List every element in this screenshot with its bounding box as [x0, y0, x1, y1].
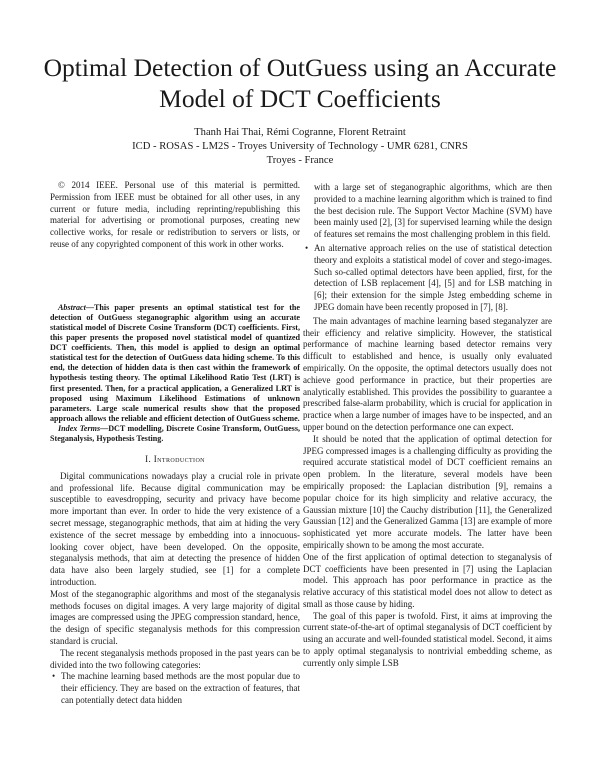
- intro-paragraph-1: Digital communications nowadays play a crucial role in private and professional life. Because digital communication may be susceptible to eavesdropping, security and privacy have become more important than ever. In order to hide the very existence of a secret message, steganographic methods, that aim at hiding the very existence of the secret message by embedding into a innocuous-looking cover object, have been developed. On the opposite, steganalysis methods, that aim at detecting the presence of hidden data have also been largely studied, see [1] for a complete introduction.: [50, 470, 300, 588]
- bullet-2-text: An alternative approach relies on the use of statistical detection theory and exploits a statistical model of cover and stego-images. Such so-called optimal detectors have been applied, first, for the detection of LSB replacement [4], [5] and for LSB matching in [6]; their extension for the simple Jsteg embedding scheme in JPEG domain have been recently proposed in [7], [8].: [314, 242, 552, 312]
- category-list: [50, 671, 300, 706]
- left-column: [50, 180, 300, 709]
- right-column: [303, 182, 552, 670]
- bullet-1-continuation: with a large set of steganographic algorithms, which are then provided to a machine learning algorithm which is trained to find the best decision rule. The Support Vector Machine (SVM) have been mainly used [2], [3] for supervised learning while the design of features set remains the most challenging problem in this field.: [314, 182, 552, 240]
- abstract: [50, 303, 300, 424]
- section-number: I.: [145, 454, 152, 465]
- index-terms-text: —DCT modelling, Discrete Cosine Transform, OutGuess, Steganalysis, Hypothesis Testing.: [50, 423, 301, 443]
- paper-title: Optimal Detection of OutGuess using an Accurate Model of DCT Coefficients: [43, 53, 557, 113]
- intro-paragraph-3: The recent steganalysis methods proposed in the past years can be divided into the two following categories:: [50, 647, 300, 670]
- bullet-1-text: The machine learning based methods are the most popular due to their efficiency. They are based on the extraction of features, that can potentially detect data hidden: [61, 671, 300, 706]
- section-title: Introduction: [153, 454, 205, 465]
- bullet-icon: •: [305, 242, 309, 253]
- index-terms-label: Index Terms: [58, 423, 101, 433]
- author-affiliation: ICD - ROSAS - LM2S - Troyes University of Technology - UMR 6281, CNRS: [132, 141, 468, 152]
- section-heading: [50, 454, 300, 466]
- list-item: [314, 182, 552, 241]
- abstract-label: Abstract: [58, 302, 86, 312]
- author-block: [40, 126, 560, 168]
- abstract-text: —This paper presents an optimal statistical test for the detection of OutGuess steganographic algorithm using an accurate statistical model of Discrete Cosine Transform (DCT) coefficients. First, this paper presents the proposed novel statistical model of quantized DCT coefficients. Then, this model is applied to design an optimal statistical test for the detection of OutGuess data hiding scheme. To this end, the detection of hidden data is then cast within the framework of hypothesis testing theory. The optimal Likelihood Ratio Test (LRT) is first presented. Then, for a practical application, a Generalized LRT is proposed using Maximum Likelihood Estimations of unknown parameters. Large scale numerical results show that the proposed approach allows the reliable and efficient detection of OutGuess scheme.: [50, 302, 300, 423]
- author-location: Troyes - France: [266, 155, 334, 166]
- bullet-icon: •: [52, 671, 56, 682]
- body-paragraph-3: One of the first application of optimal detection to steganalysis of DCT coefficients have been presented in [7] using the Laplacian model. This approach has poor performance in practice as the relative accuracy of this statistical model does not allow to detect as small as those cause by hiding.: [303, 551, 552, 609]
- list-item: [52, 671, 300, 706]
- author-names: Thanh Hai Thai, Rémi Cogranne, Florent Retraint: [194, 127, 406, 138]
- body-paragraph-1: The main advantages of machine learning based steganalyzer are their efficiency and relative simplicity. However, the statistical performance of machine learning based detector remains very difficult to established and hence, is usually only evaluated empirically. On the opposite, the optimal detectors usually does not achieve good performance in practice, but their properties are analytically established. This provides the possibility to guarantee a prescribed false-alarm probability, which is crucial for application in practice when a large number of images have to be inspected, and an upper bound on the detection performance one can expect.: [303, 315, 552, 432]
- body-paragraph-2: It should be noted that the application of optimal detection for JPEG compressed images is a challenging difficulty as providing the required accurate statistical model of DCT coefficient remains an open problem. In the literature, several models have been empirically proposed: the Laplacian distribution [9], remains a popular choice for its high simplicity and relative accuracy, the Gaussian mixture [10] the Cauchy distribution [11], the Generalized Gaussian [12] and the Generalized Gamma [13] are example of more sophisticated yet more accurate models. The latter have been empirically shown to be among the most accurate.: [303, 433, 552, 550]
- body-paragraph-4: The goal of this paper is twofold. First, it aims at improving the current state-of-the-art of optimal steganalysis of DCT coefficient by using an accurate and well-founded statistical model. Second, it aims to apply optimal steganalysis to nontrivial embedding scheme, as currently only simple LSB: [303, 610, 552, 668]
- intro-paragraph-2: Most of the steganographic algorithms and most of the steganalysis methods focuses on digital images. A very large majority of digital images are compressed using the JPEG compression standard, hence, the design of specific steganalysis methods for this compression standard is crucial.: [50, 588, 300, 647]
- copyright-notice: © 2014 IEEE. Personal use of this material is permitted. Permission from IEEE must be obtained for all other uses, in any current or future media, including reprinting/republishing this material for advertising or promotional purposes, creating new collective works, for resale or redistribution to servers or lists, or reuse of any copyrighted component of this work in other works.: [50, 180, 300, 249]
- index-terms: [50, 424, 300, 444]
- category-list-continued: [303, 182, 552, 314]
- list-item: [305, 242, 552, 314]
